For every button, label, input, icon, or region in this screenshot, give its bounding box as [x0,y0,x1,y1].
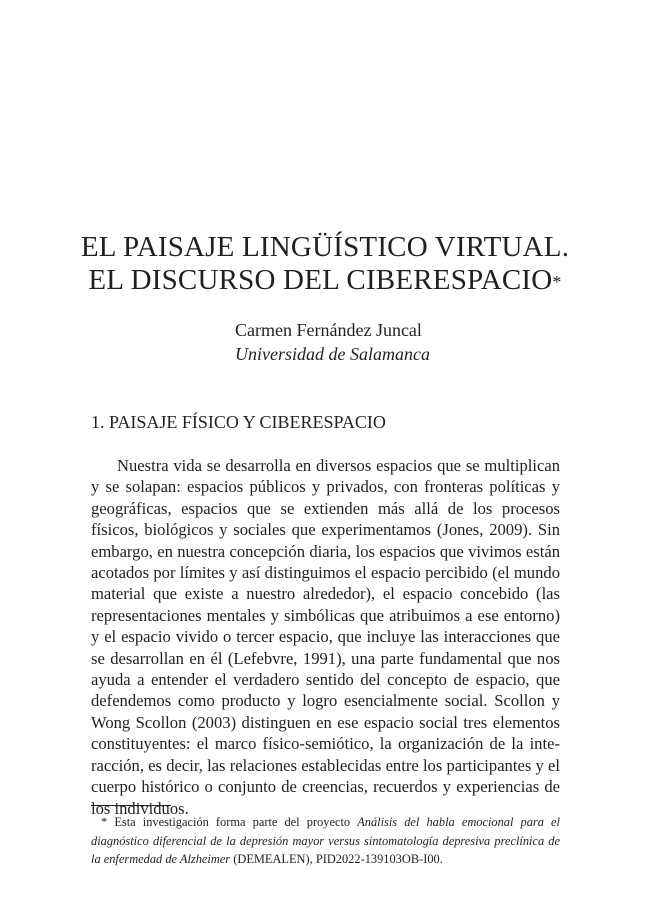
footnote-marker: * [101,815,108,829]
author-affiliation: Universidad de Salamanca [235,344,430,364]
body-paragraph: Nuestra vida se desarrolla en diversos espacios que se multiplican y se solapan: espacios públicos y privados, con fronteras políticas y geográficas, espacios que se extienden más allá de los procesos físicos, biológicos y sociales que experimentamos (Jones, 2009). Sin embargo, en nuestra concepción diaria, los espacios que vivimos están acotados por límites y así distinguimos el espacio percibido (el mundo material que existe a nuestro alrededor), el espacio concebido (las representaciones mentales y simbólicas que atribuimos a ese entorno) y el espacio vivido o tercer espacio, que incluye las interacciones que se desarrollan en él (Lefebvre, 1991), una parte fundamental que nos ayuda a entender el verdadero sentido del concepto de espacio, que defendemos como producto y logro esencialmente social. Scollon y Wong Scollon (2003) distinguen en ese espacio social tres elementos constituyentes: el marco físico-semiótico, la organización de la interacción, es decir, las relaciones establecidas entre los participantes y el cuerpo histórico o conjunto de creencias, recuerdos y experiencias de los individuos. [91,456,560,818]
section-heading: 1. PAISAJE FÍSICO Y CIBERESPACIO [91,412,386,432]
footnote-project-title: Análisis del habla emocional para el diagnóstico diferencial de la depresión mayor versus sintomatología depresiva preclínica de la enfermedad de Alzheimer [91,815,560,867]
chapter-title-line-2 [60,264,590,297]
footnote-separator [91,805,171,806]
footnote-text-after: (DEMEALEN), PID2022-139103OB-I00. [230,852,443,867]
chapter-title-line-2-text: EL DISCURSO DEL CIBERESPACIO [88,264,553,296]
author-block [235,318,430,366]
title-footnote-marker[interactable]: * [552,272,562,292]
chapter-title-line-1: EL PAISAJE LINGÜÍSTICO VIRTUAL. [80,231,570,263]
author-name: Carmen Fernández Juncal [235,320,422,340]
chapter-title [60,231,590,297]
footnote [91,813,560,869]
footnote-text-before: Esta investigación forma parte del proyecto [114,815,358,829]
